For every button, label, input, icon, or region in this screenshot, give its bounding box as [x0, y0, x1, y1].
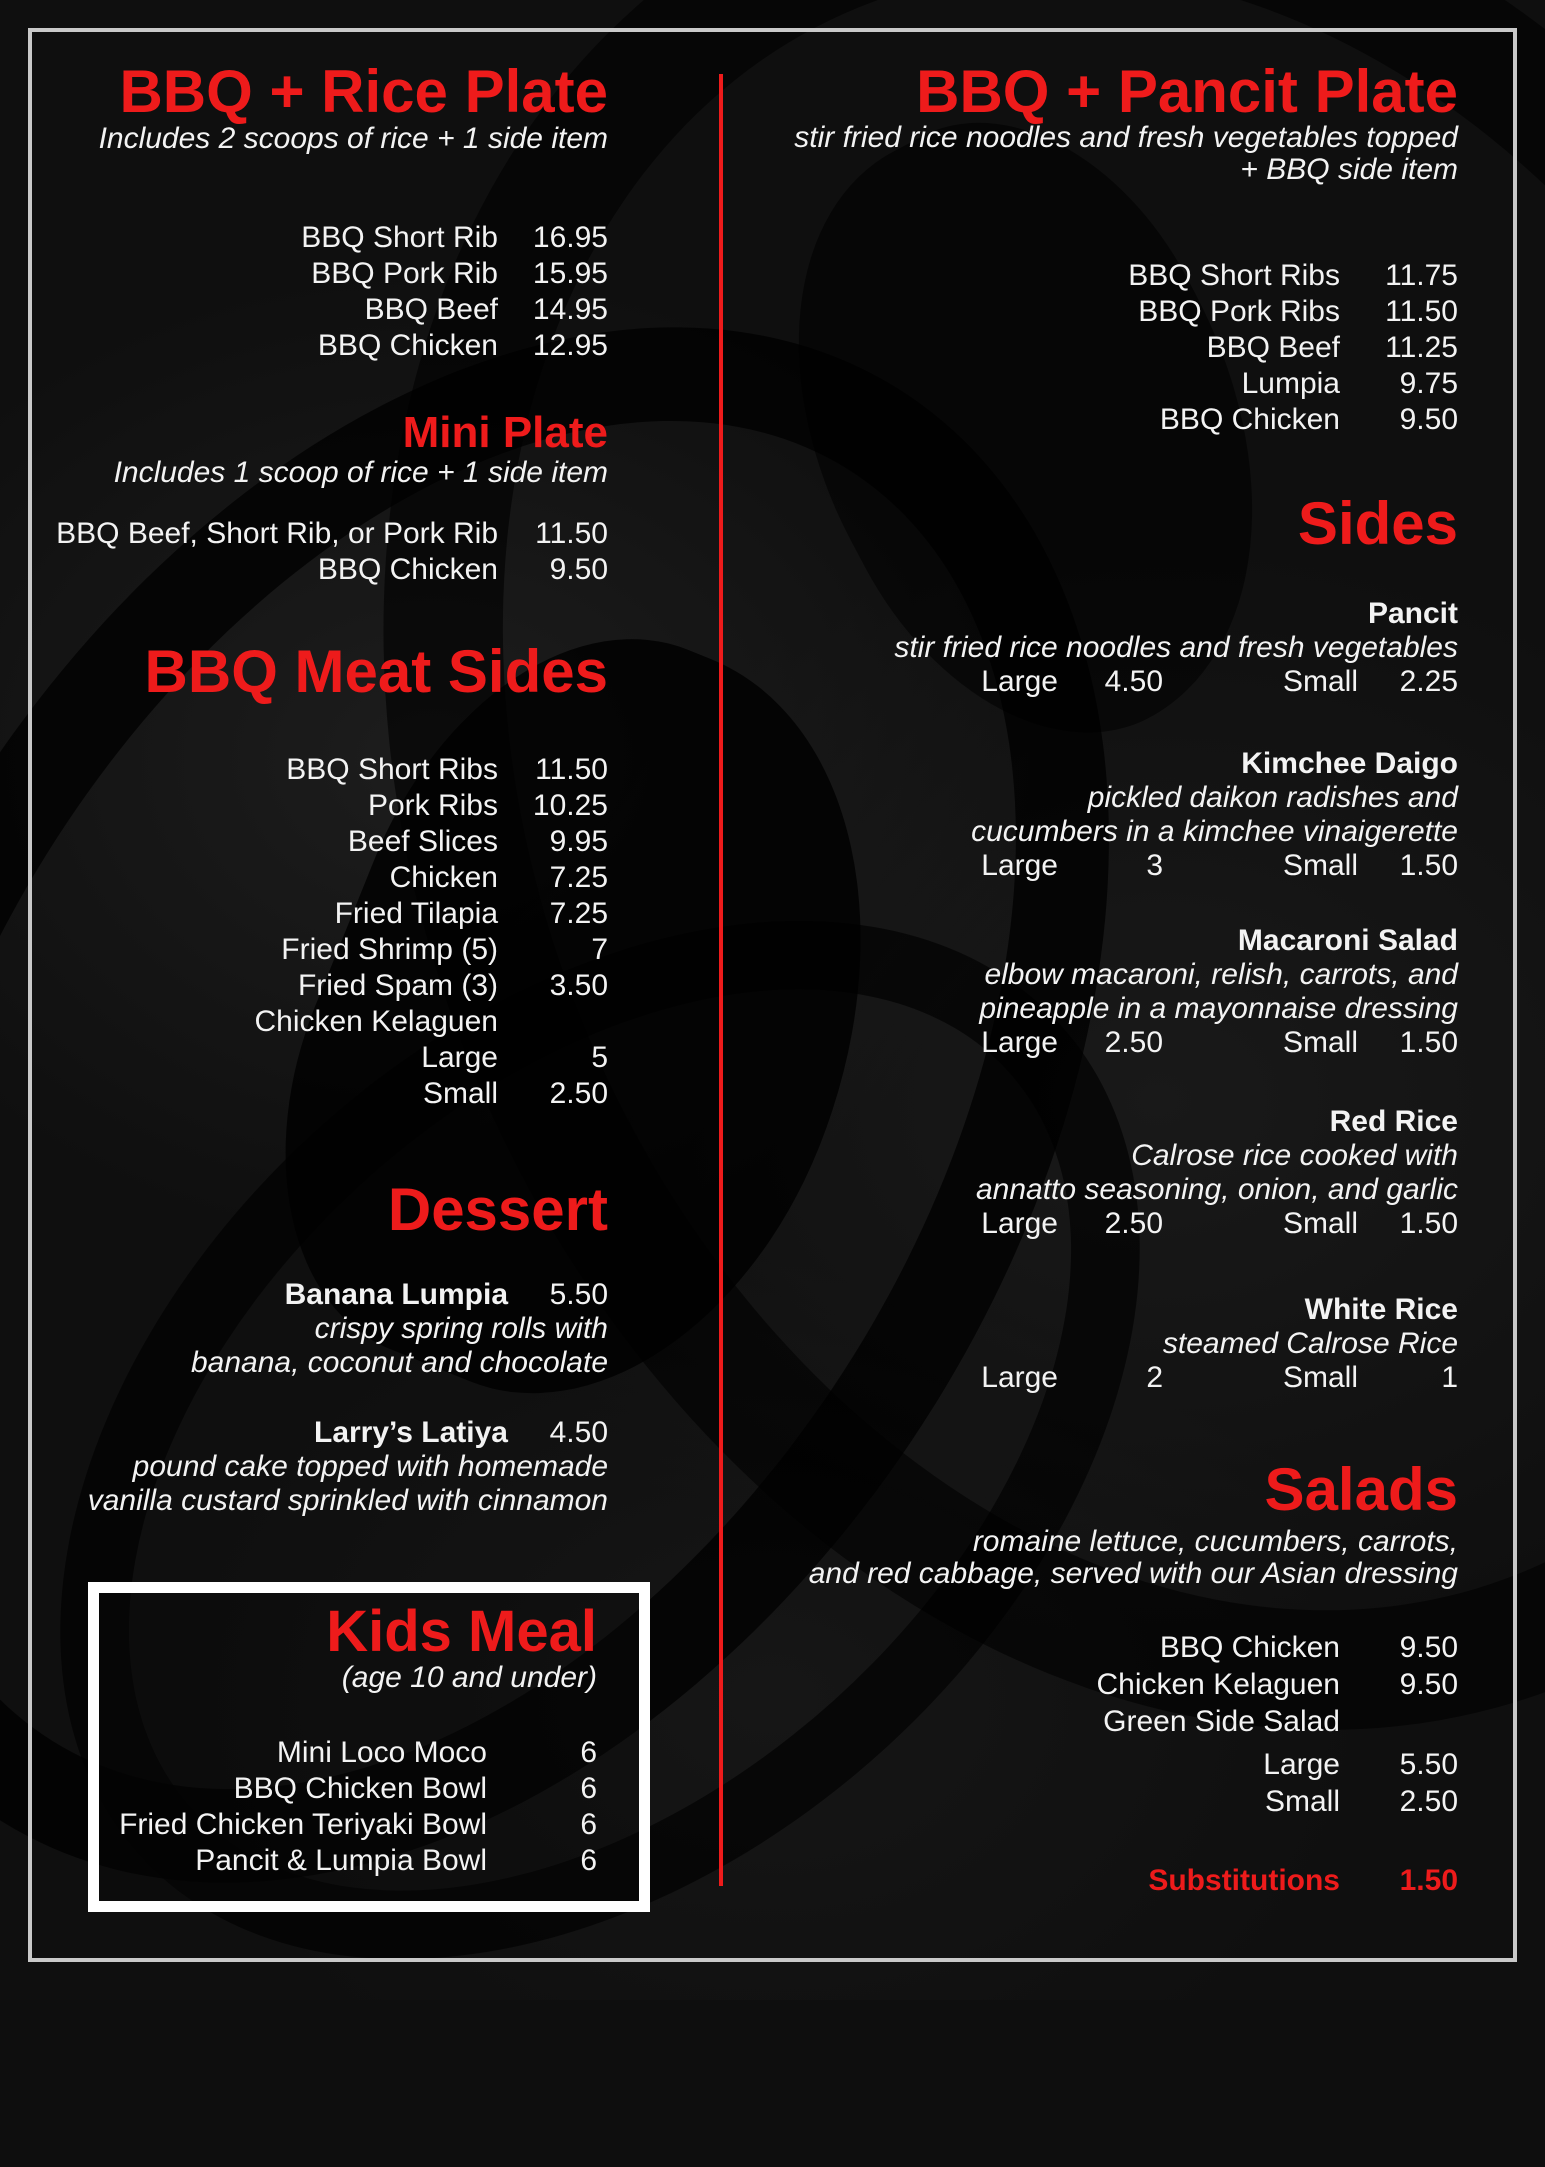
menu-item	[740, 402, 1458, 438]
rice-plate-items	[40, 220, 608, 364]
menu-item	[109, 1843, 597, 1879]
section-title-pancit-plate: BBQ + Pancit Plate	[916, 58, 1458, 125]
item-name: BBQ Chicken	[1159, 1631, 1340, 1664]
size-label-large: Large	[981, 1026, 1058, 1059]
item-price: 9.75	[1399, 367, 1458, 400]
item-name: Chicken	[389, 861, 498, 894]
item-name: Large	[1263, 1748, 1340, 1781]
item-price: 9.50	[1399, 403, 1458, 436]
item-name: Kimchee Daigo	[1241, 747, 1458, 780]
item-name: Larry’s Latiya	[314, 1416, 508, 1449]
item-description: crispy spring rolls with	[314, 1312, 608, 1345]
side-entry-white-rice	[740, 1293, 1458, 1395]
large-price: 2	[1146, 1361, 1163, 1394]
size-price-row	[740, 1207, 1458, 1241]
item-description: pineapple in a mayonnaise dressing	[979, 992, 1458, 1025]
item-price: 9.50	[1399, 1631, 1458, 1664]
item-description: cucumbers in a kimchee vinaigerette	[971, 815, 1458, 848]
item-price: 9.50	[549, 553, 608, 586]
menu-item	[109, 1771, 597, 1807]
item-name: Fried Chicken Teriyaki Bowl	[119, 1808, 487, 1841]
item-price: 2.50	[1399, 1785, 1458, 1818]
small-price: 2.25	[1399, 665, 1458, 698]
small-price: 1.50	[1399, 1207, 1458, 1240]
item-name: BBQ Beef, Short Rib, or Pork Rib	[56, 517, 498, 550]
column-divider-line	[719, 74, 723, 1886]
section-title-meat-sides: BBQ Meat Sides	[144, 638, 608, 705]
size-label-small: Small	[1282, 665, 1358, 698]
item-price: 11.50	[535, 753, 608, 786]
menu-item	[40, 256, 608, 292]
section-title-kids-meal: Kids Meal	[326, 1599, 597, 1664]
item-description: steamed Calrose Rice	[1162, 1327, 1458, 1360]
menu-item	[740, 330, 1458, 366]
pancit-plate-items	[740, 258, 1458, 438]
item-name: BBQ Short Rib	[301, 221, 498, 254]
salads-items	[740, 1629, 1458, 1820]
large-price: 2.50	[1104, 1207, 1163, 1240]
size-label-small: Small	[1282, 1207, 1358, 1240]
section-title-mini-plate: Mini Plate	[402, 408, 608, 457]
item-description: pickled daikon radishes and	[1087, 781, 1458, 814]
item-name: Fried Tilapia	[334, 897, 498, 930]
item-name: Mini Loco Moco	[276, 1736, 487, 1769]
item-name: Green Side Salad	[1103, 1705, 1340, 1738]
size-label-small: Small	[1282, 849, 1358, 882]
substitutions-price: 1.50	[1399, 1864, 1458, 1897]
item-name: Small	[422, 1077, 498, 1110]
item-price: 6	[580, 1772, 597, 1805]
item-description: stir fried rice noodles and fresh vegetables	[894, 631, 1458, 664]
menu-item	[40, 932, 608, 968]
item-name: Chicken Kelaguen	[254, 1005, 498, 1038]
size-label-small: Small	[1282, 1361, 1358, 1394]
item-price: 2.50	[549, 1077, 608, 1110]
item-name: BBQ Pork Rib	[311, 257, 498, 290]
right-column	[740, 58, 1458, 1899]
item-price: 7	[591, 933, 608, 966]
menu-item	[40, 552, 608, 588]
item-price: 5.50	[549, 1278, 608, 1311]
dessert-entry	[40, 1416, 608, 1518]
item-price: 5.50	[1399, 1748, 1458, 1781]
section-title-sides: Sides	[1297, 490, 1458, 557]
small-price: 1	[1441, 1361, 1458, 1394]
item-price: 10.25	[532, 789, 608, 822]
menu-item	[40, 896, 608, 932]
size-label-large: Large	[981, 1361, 1058, 1394]
size-label-small: Small	[1282, 1026, 1358, 1059]
item-name: Fried Spam (3)	[297, 969, 498, 1002]
section-subtitle-salads: romaine lettuce, cucumbers, carrots,	[972, 1525, 1458, 1558]
large-price: 4.50	[1104, 665, 1163, 698]
item-price: 11.50	[1385, 295, 1458, 328]
item-name: BBQ Chicken Bowl	[233, 1772, 487, 1805]
menu-item	[40, 824, 608, 860]
meat-sides-items	[40, 752, 608, 1112]
item-name: Macaroni Salad	[1237, 924, 1458, 957]
menu-item	[40, 968, 608, 1004]
section-subtitle-pancit-plate: + BBQ side item	[1240, 153, 1458, 186]
item-name: Pancit	[1367, 597, 1458, 630]
menu-item	[740, 258, 1458, 294]
menu-item	[109, 1735, 597, 1771]
item-price: 9.50	[1399, 1668, 1458, 1701]
menu-item	[740, 1746, 1458, 1783]
menu-item	[740, 1783, 1458, 1820]
menu-item	[40, 1076, 608, 1112]
substitutions-note	[740, 1863, 1458, 1899]
item-price: 3.50	[549, 969, 608, 1002]
menu-item	[40, 1416, 608, 1450]
item-name: BBQ Short Ribs	[286, 753, 498, 786]
side-entry-kimchee-daigo	[740, 747, 1458, 883]
item-price: 6	[580, 1808, 597, 1841]
section-subtitle-mini-plate: Includes 1 scoop of rice + 1 side item	[113, 456, 608, 489]
item-name: BBQ Short Ribs	[1128, 259, 1340, 292]
item-name: Pancit & Lumpia Bowl	[195, 1844, 487, 1877]
size-label-large: Large	[981, 665, 1058, 698]
section-subtitle-kids-meal: (age 10 and under)	[341, 1661, 597, 1694]
item-description: pound cake topped with homemade	[132, 1450, 608, 1483]
item-description: elbow macaroni, relish, carrots, and	[984, 958, 1458, 991]
item-price: 11.50	[535, 517, 608, 550]
menu-item	[40, 1040, 608, 1076]
item-name: BBQ Chicken	[1159, 403, 1340, 436]
size-price-row	[740, 665, 1458, 699]
menu-item	[40, 752, 608, 788]
item-description: annatto seasoning, onion, and garlic	[975, 1173, 1458, 1206]
item-price: 6	[580, 1736, 597, 1769]
menu-item	[40, 1278, 608, 1312]
side-entry-red-rice	[740, 1105, 1458, 1241]
item-name: Large	[421, 1041, 498, 1074]
left-column	[40, 58, 608, 1518]
section-subtitle-salads: and red cabbage, served with our Asian dressing	[808, 1557, 1458, 1590]
size-price-row	[740, 1361, 1458, 1395]
item-price: 9.95	[549, 825, 608, 858]
menu-item	[40, 220, 608, 256]
size-label-large: Large	[981, 849, 1058, 882]
small-price: 1.50	[1399, 1026, 1458, 1059]
side-entry-pancit	[740, 597, 1458, 699]
item-name: Chicken Kelaguen	[1096, 1668, 1340, 1701]
dessert-entry	[40, 1278, 608, 1380]
item-price: 14.95	[532, 293, 608, 326]
kids-meal-box	[88, 1582, 650, 1912]
item-price: 7.25	[549, 897, 608, 930]
item-name: BBQ Beef	[1206, 331, 1340, 364]
item-price: 4.50	[549, 1416, 608, 1449]
size-label-large: Large	[981, 1207, 1058, 1240]
mini-plate-items	[40, 516, 608, 588]
large-price: 2.50	[1104, 1026, 1163, 1059]
item-name: BBQ Chicken	[317, 329, 498, 362]
item-price: 7.25	[549, 861, 608, 894]
item-name: Banana Lumpia	[284, 1278, 508, 1311]
section-subtitle-rice-plate: Includes 2 scoops of rice + 1 side item	[98, 122, 608, 155]
menu-item	[740, 1666, 1458, 1703]
item-name: Fried Shrimp (5)	[281, 933, 498, 966]
menu-item	[40, 1004, 608, 1040]
item-name: Red Rice	[1329, 1105, 1458, 1138]
section-title-salads: Salads	[1264, 1456, 1458, 1523]
item-price: 12.95	[532, 329, 608, 362]
item-name: Lumpia	[1241, 367, 1340, 400]
section-title-dessert: Dessert	[387, 1176, 608, 1243]
side-entry-macaroni-salad	[740, 924, 1458, 1060]
item-description: Calrose rice cooked with	[1131, 1139, 1458, 1172]
menu-item	[740, 1703, 1458, 1740]
item-name: White Rice	[1304, 1293, 1458, 1326]
menu-item	[40, 860, 608, 896]
small-price: 1.50	[1399, 849, 1458, 882]
kids-meal-items	[109, 1735, 597, 1879]
size-price-row	[740, 849, 1458, 883]
menu-item	[40, 292, 608, 328]
item-name: BBQ Beef	[364, 293, 498, 326]
size-price-row	[740, 1026, 1458, 1060]
item-name: BBQ Pork Ribs	[1138, 295, 1340, 328]
item-price: 5	[591, 1041, 608, 1074]
section-title-rice-plate: BBQ + Rice Plate	[119, 58, 608, 125]
item-price: 11.25	[1385, 331, 1458, 364]
item-name: Small	[1264, 1785, 1340, 1818]
item-price: 16.95	[532, 221, 608, 254]
item-price: 11.75	[1385, 259, 1458, 292]
item-name: Beef Slices	[347, 825, 498, 858]
menu-item	[40, 328, 608, 364]
menu-item	[40, 516, 608, 552]
item-name: BBQ Chicken	[317, 553, 498, 586]
menu-item	[740, 294, 1458, 330]
menu-item	[109, 1807, 597, 1843]
menu-item	[40, 788, 608, 824]
large-price: 3	[1146, 849, 1163, 882]
section-subtitle-pancit-plate: stir fried rice noodles and fresh vegetables topped	[794, 121, 1458, 154]
item-price: 15.95	[532, 257, 608, 290]
item-description: vanilla custard sprinkled with cinnamon	[87, 1484, 608, 1517]
item-name: Pork Ribs	[367, 789, 498, 822]
item-description: banana, coconut and chocolate	[191, 1346, 608, 1379]
substitutions-label: Substitutions	[1148, 1864, 1340, 1897]
menu-item	[740, 366, 1458, 402]
item-price: 6	[580, 1844, 597, 1877]
menu-item	[740, 1629, 1458, 1666]
